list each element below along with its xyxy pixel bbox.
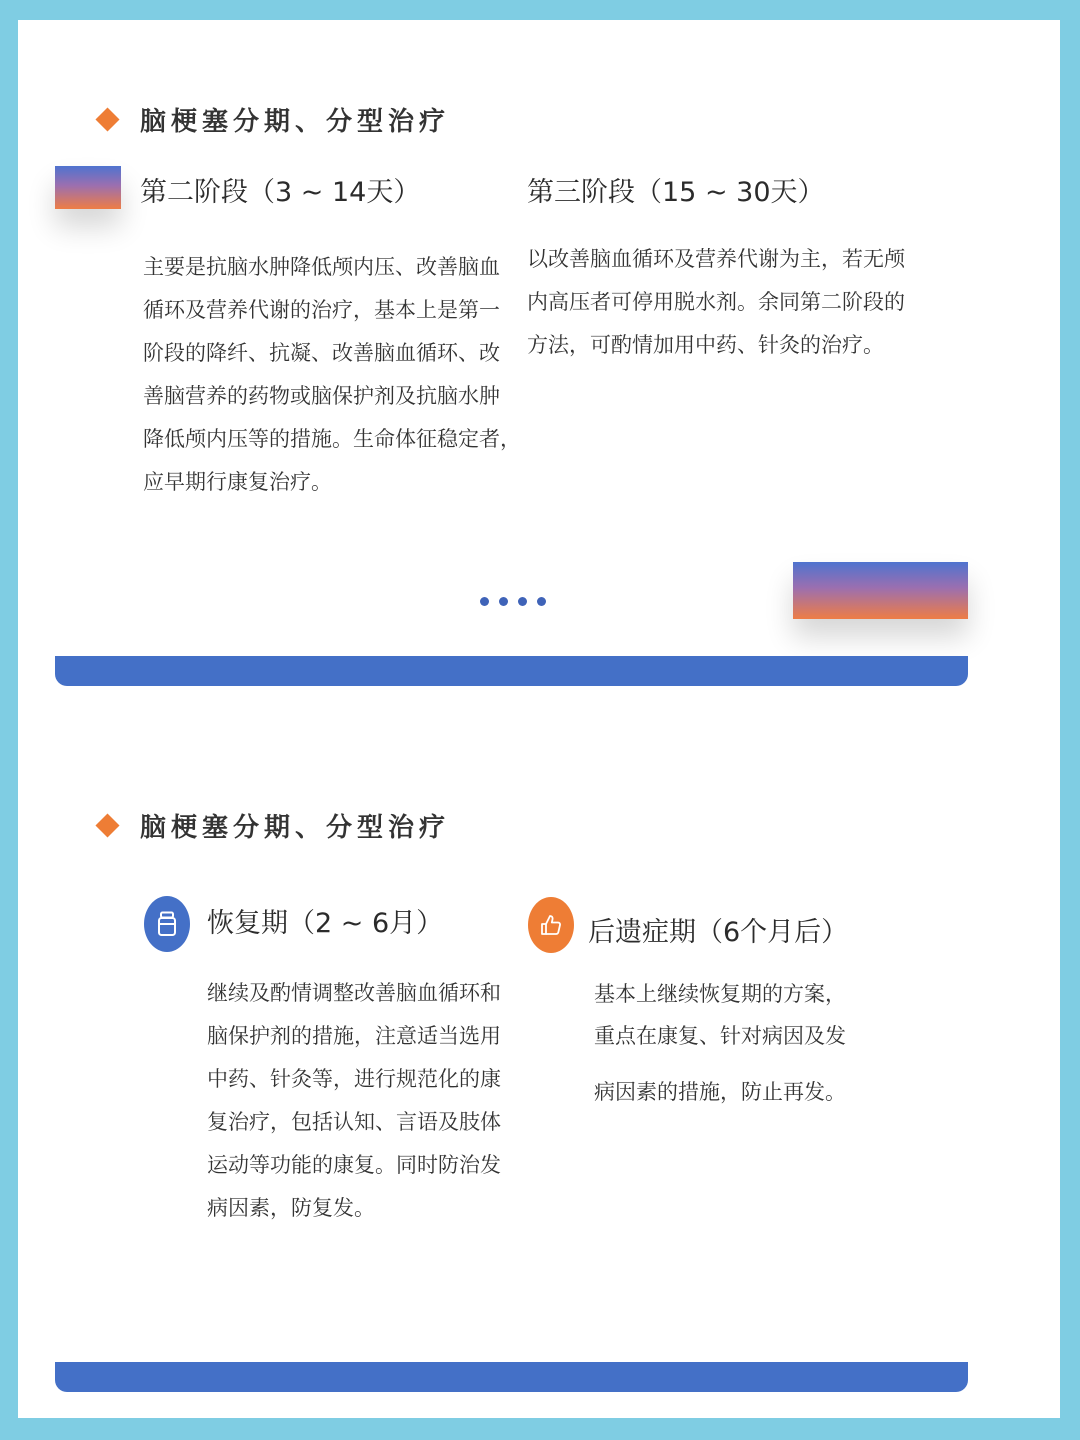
gradient-accent-block	[55, 166, 121, 209]
stage3-title: 第三阶段（15 ~ 30天）	[527, 177, 825, 208]
text-line: 降低颅内压等的措施。生命体征稳定者，	[143, 427, 521, 451]
section-header	[99, 807, 450, 844]
text-line: 病因素，防复发。	[207, 1196, 375, 1220]
stage2-title: 第二阶段（3 ~ 14天）	[140, 177, 421, 208]
gradient-accent-block	[793, 562, 968, 619]
stage3-text	[527, 238, 905, 367]
text-line: 主要是抗脑水肿降低颅内压、改善脑血	[143, 255, 500, 279]
text-line: 基本上继续恢复期的方案，	[594, 982, 846, 1006]
sequela-text	[594, 973, 846, 1113]
recovery-title: 恢复期（2 ~ 6月）	[207, 908, 444, 939]
thumbs-up-icon	[528, 897, 574, 953]
text-line: 继续及酌情调整改善脑血循环和	[207, 981, 501, 1005]
section-title: 脑梗塞分期、分型治疗	[140, 107, 451, 137]
text-line: 重点在康复、针对病因及发	[594, 1024, 846, 1048]
sequela-title: 后遗症期（6个月后）	[588, 917, 849, 948]
text-line: 以改善脑血循环及营养代谢为主，若无颅	[527, 247, 905, 271]
text-line: 应早期行康复治疗。	[143, 470, 332, 494]
text-line: 善脑营养的药物或脑保护剂及抗脑水肿	[143, 384, 500, 408]
text-line: 方法，可酌情加用中药、针灸的治疗。	[527, 333, 884, 357]
content-card	[18, 20, 1060, 1418]
text-line: 阶段的降纤、抗凝、改善脑血循环、改	[143, 341, 500, 365]
section-divider-bar	[55, 1362, 968, 1392]
text-line: 内高压者可停用脱水剂。余同第二阶段的	[527, 290, 905, 314]
text-line: 病因素的措施，防止再发。	[594, 1080, 846, 1104]
text-line: 循环及营养代谢的治疗，基本上是第一	[143, 298, 500, 322]
pill-bottle-icon	[144, 896, 190, 952]
diamond-bullet-icon	[95, 813, 119, 837]
dot	[499, 597, 508, 606]
section-divider-bar	[55, 656, 968, 686]
text-line: 中药、针灸等，进行规范化的康	[207, 1067, 501, 1091]
section-title: 脑梗塞分期、分型治疗	[140, 813, 451, 843]
section-header	[99, 101, 450, 138]
dot	[480, 597, 489, 606]
text-line: 运动等功能的康复。同时防治发	[207, 1153, 501, 1177]
text-line: 复治疗，包括认知、言语及肢体	[207, 1110, 501, 1134]
stage2-text	[143, 246, 521, 504]
dot	[537, 597, 546, 606]
text-line: 脑保护剂的措施，注意适当选用	[207, 1024, 501, 1048]
pagination-dots	[480, 597, 556, 606]
recovery-text	[207, 972, 501, 1230]
dot	[518, 597, 527, 606]
diamond-bullet-icon	[95, 107, 119, 131]
